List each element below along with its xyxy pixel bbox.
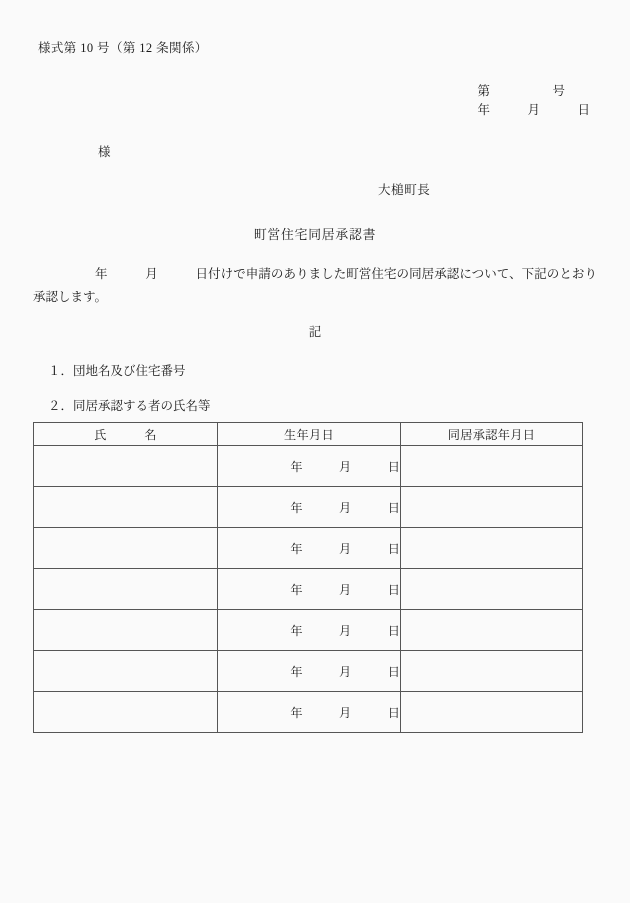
cell-approval-date[interactable] — [401, 692, 583, 733]
cohabitant-table-wrapper — [33, 422, 582, 733]
cell-approval-date[interactable] — [401, 651, 583, 692]
cohabitant-table — [33, 422, 583, 733]
table-row — [34, 610, 583, 651]
cell-approval-date[interactable] — [401, 446, 583, 487]
table-row — [34, 446, 583, 487]
body-paragraph-text: 年 月 日付けで申請のありました町営住宅の同居承認について、下記のとおり承認します。 — [33, 267, 597, 304]
body-paragraph — [33, 263, 597, 309]
ki-marker: 記 — [308, 325, 322, 339]
document-meta-block — [477, 82, 590, 120]
cell-birth-date[interactable]: 年 月 日 — [218, 651, 401, 692]
cell-birth-date[interactable]: 年 月 日 — [218, 569, 401, 610]
cell-name[interactable] — [34, 569, 218, 610]
cell-approval-date[interactable] — [401, 528, 583, 569]
cell-birth-date[interactable]: 年 月 日 — [218, 487, 401, 528]
section-item-2: ２．同居承認する者の氏名等 — [48, 399, 211, 413]
cell-name[interactable] — [34, 651, 218, 692]
issuer-name: 大槌町長 — [378, 183, 431, 197]
cell-birth-date[interactable]: 年 月 日 — [218, 692, 401, 733]
table-body — [34, 446, 583, 733]
cell-name[interactable] — [34, 610, 218, 651]
cell-birth-date[interactable]: 年 月 日 — [218, 610, 401, 651]
page-title: 町営住宅同居承認書 — [253, 228, 377, 242]
document-date-line: 年 月 日 — [477, 103, 590, 117]
table-row — [34, 487, 583, 528]
table-row — [34, 569, 583, 610]
table-row — [34, 651, 583, 692]
document-number-line: 第 号 — [477, 84, 565, 98]
cell-name[interactable] — [34, 692, 218, 733]
table-row — [34, 692, 583, 733]
table-row — [34, 528, 583, 569]
column-header-name: 氏 名 — [34, 423, 218, 446]
cell-birth-date[interactable]: 年 月 日 — [218, 528, 401, 569]
cell-approval-date[interactable] — [401, 610, 583, 651]
cell-name[interactable] — [34, 446, 218, 487]
column-header-birth-date: 生年月日 — [218, 423, 401, 446]
section-item-1: １．団地名及び住宅番号 — [48, 364, 186, 378]
table-header-row — [34, 423, 583, 446]
cell-name[interactable] — [34, 528, 218, 569]
form-number: 様式第 10 号（第 12 条関係） — [38, 41, 208, 55]
column-header-approval-date: 同居承認年月日 — [401, 423, 583, 446]
cell-approval-date[interactable] — [401, 487, 583, 528]
cell-approval-date[interactable] — [401, 569, 583, 610]
cell-name[interactable] — [34, 487, 218, 528]
cell-birth-date[interactable]: 年 月 日 — [218, 446, 401, 487]
table-header — [34, 423, 583, 446]
addressee-field: 様 — [98, 145, 111, 159]
